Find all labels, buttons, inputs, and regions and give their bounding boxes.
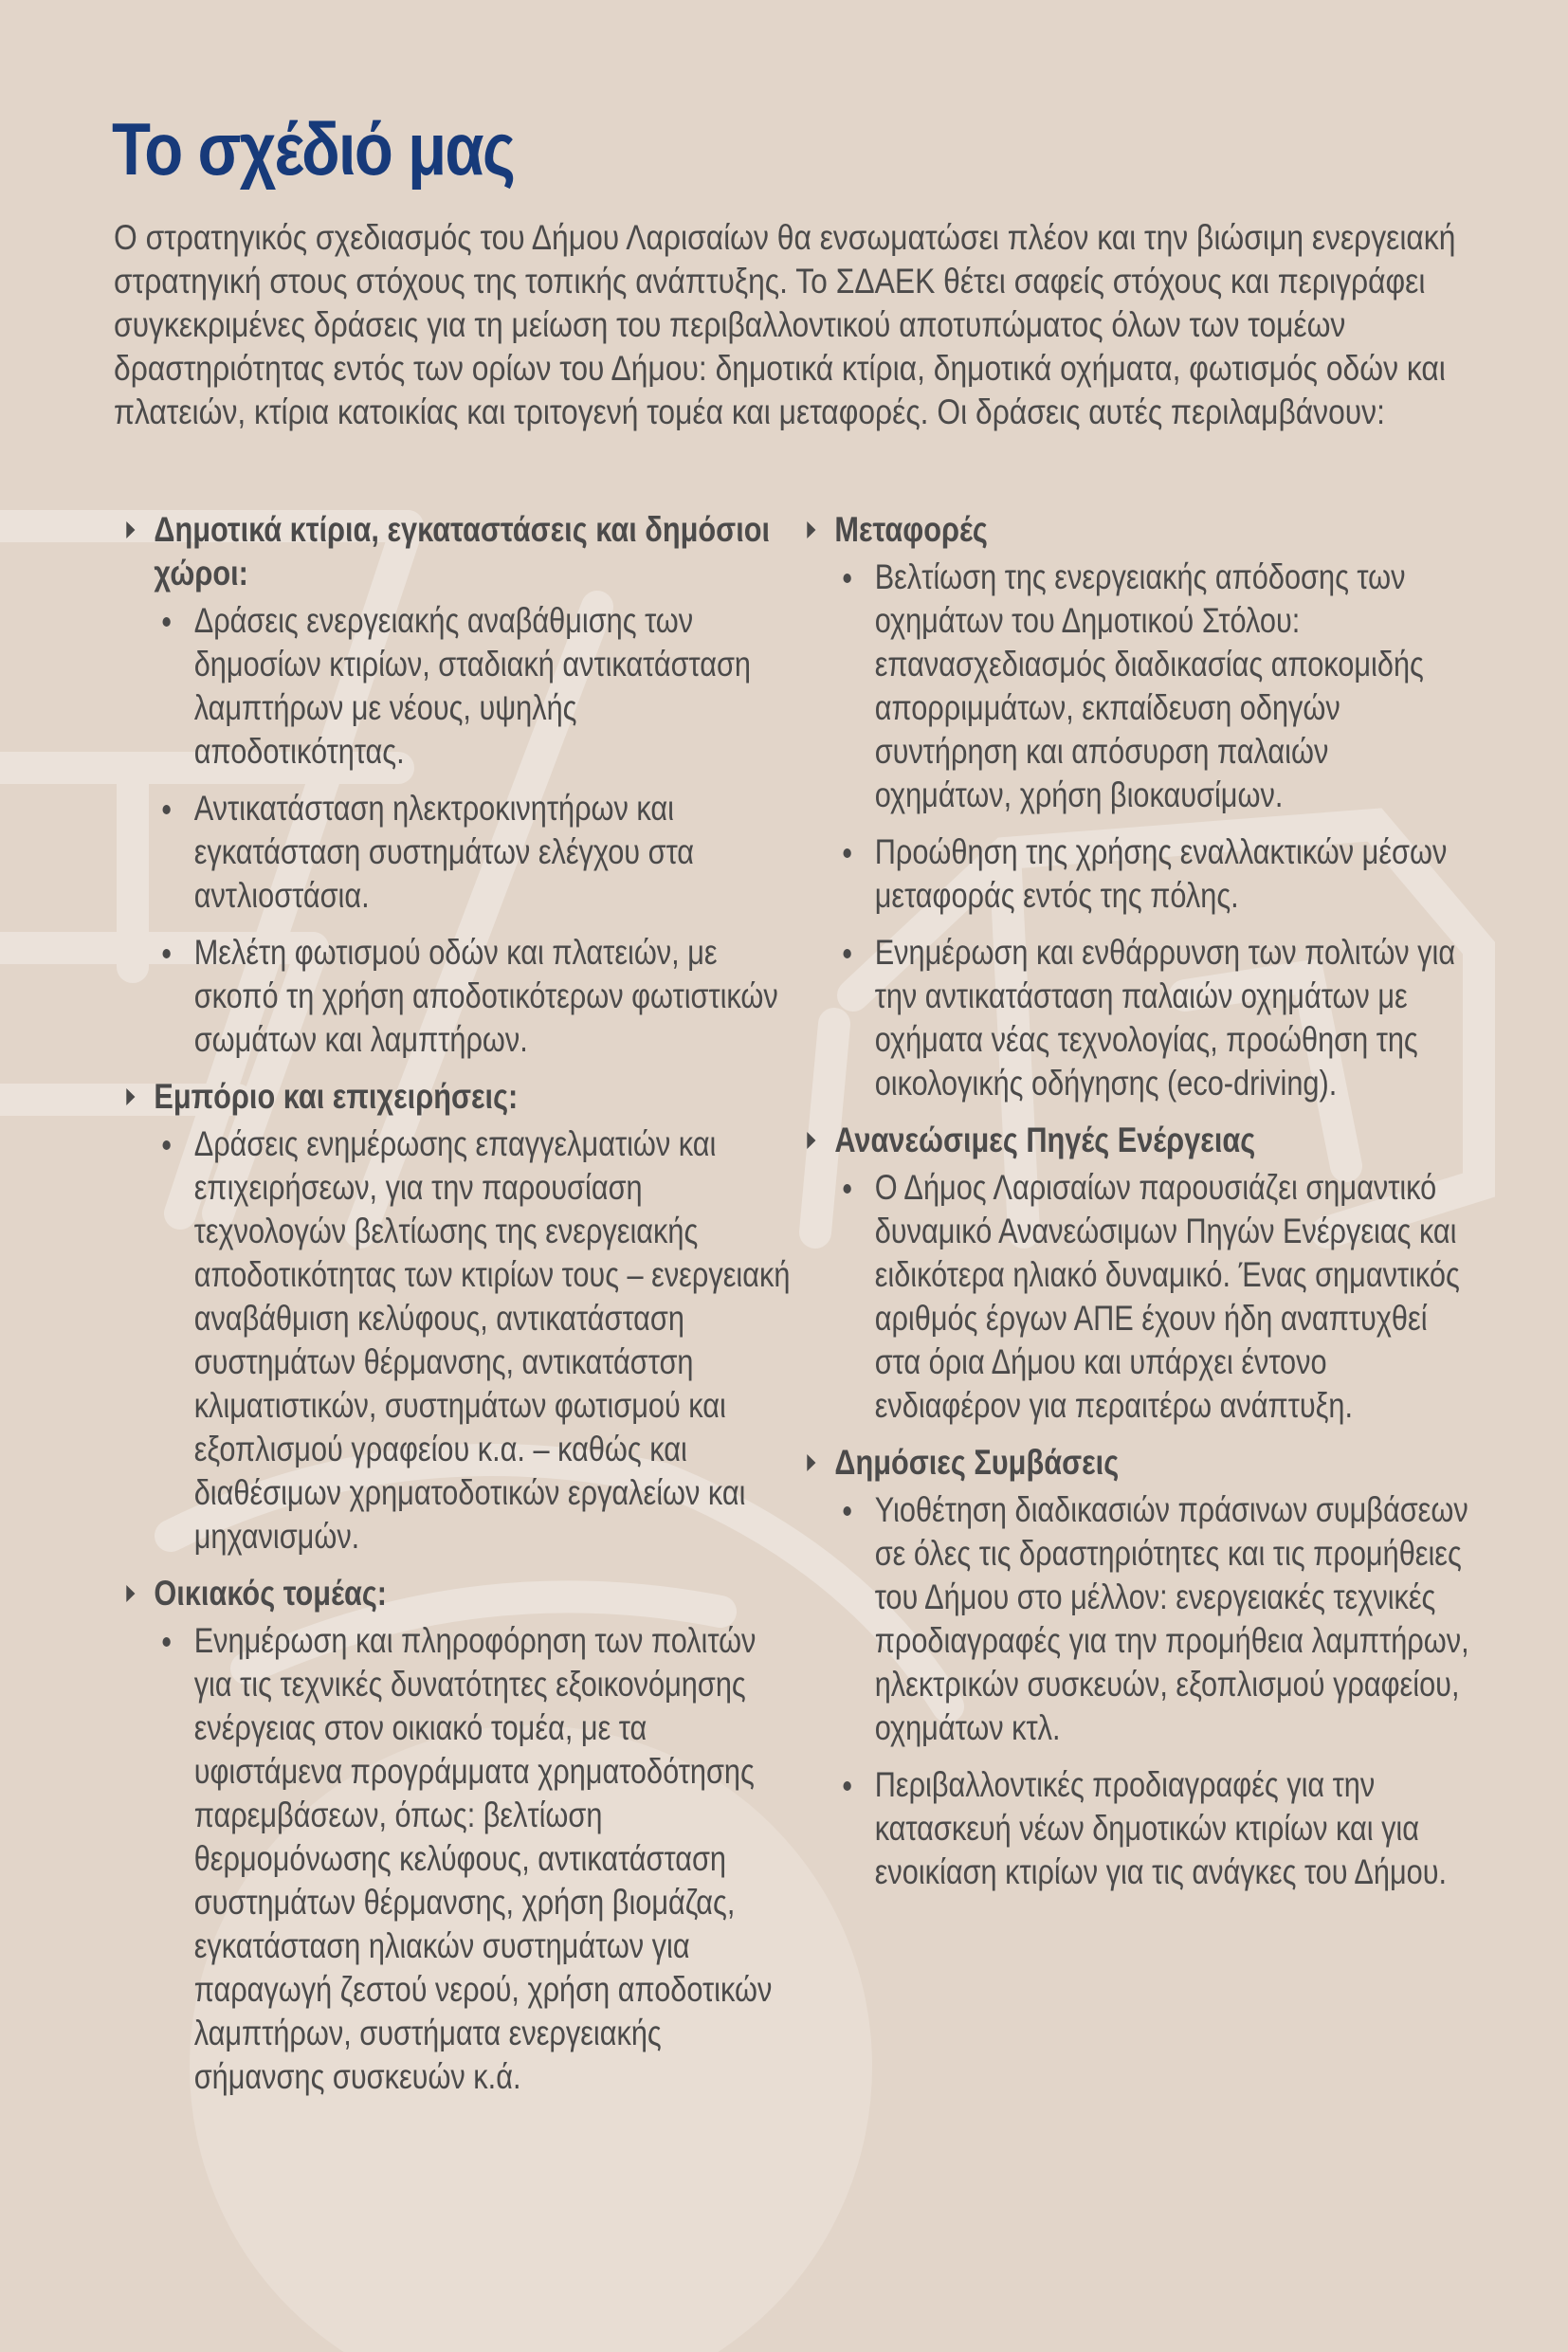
bullet-icon <box>844 1781 851 1791</box>
list-item-text: Αντικατάσταση ηλεκτροκινητήρων και εγκατάσταση συστημάτων ελέγχου στα αντλιοστάσια. <box>193 789 695 915</box>
bullet-icon <box>163 1140 171 1150</box>
section-heading-text: Μεταφορές <box>834 510 988 549</box>
list-item <box>835 1166 1472 1428</box>
section-residential <box>123 1572 793 2099</box>
triangle-right-icon <box>126 1088 135 1105</box>
section-heading-text: Ανανεώσιμες Πηγές Ενέργειας <box>834 1121 1256 1159</box>
section-heading <box>123 508 793 595</box>
bullet-list <box>804 1166 1473 1428</box>
left-column <box>123 508 793 2112</box>
list-item <box>835 556 1472 817</box>
list-item <box>835 1763 1472 1894</box>
bullet-list <box>123 1619 793 2099</box>
bullet-icon <box>844 1184 851 1194</box>
list-item <box>835 830 1472 918</box>
bullet-icon <box>163 949 171 958</box>
list-item <box>835 931 1472 1105</box>
bullet-list <box>804 1488 1473 1894</box>
section-heading-text: Δημόσιες Συμβάσεις <box>834 1443 1120 1482</box>
list-item-text: Προώθηση της χρήσης εναλλακτικών μέσων μεταφοράς εντός της πόλης. <box>874 832 1448 915</box>
section-heading <box>804 1441 1473 1485</box>
bullet-icon <box>163 617 171 627</box>
section-municipal-buildings <box>123 508 793 1062</box>
section-heading <box>123 1075 793 1119</box>
bullet-icon <box>163 1637 171 1647</box>
list-item <box>155 787 792 918</box>
list-item <box>835 1488 1472 1750</box>
triangle-right-icon <box>126 1585 135 1602</box>
list-item-text: Ο Δήμος Λαρισαίων παρουσιάζει σημαντικό δυναμικό Ανανεώσιμων Πηγών Ενέργειας και ειδικότερα ηλιακό δυναμικό. Ένας σημαντικός αριθμός έργων ΑΠΕ έχουν ήδη αναπτυχθεί στα όρια Δήμου και υπάρχει έντονο ενδιαφέρον για περαιτέρω ανάπτυξη. <box>874 1168 1460 1425</box>
list-item-text: Υιοθέτηση διαδικασιών πράσινων συμβάσεων σε όλες τις δραστηριότητες και τις προμήθειες του Δήμου στο μέλλον: ενεργειακές τεχνικές προδιαγραφές για την προμήθεια λαμπτήρων, ηλεκτρικών συσκευών, εξοπλισμού γραφείου, οχημάτων κτλ. <box>874 1490 1469 1747</box>
triangle-right-icon <box>126 521 135 538</box>
bullet-icon <box>163 805 171 814</box>
list-item-text: Βελτίωση της ενεργειακής απόδοσης των οχημάτων του Δημοτικού Στόλου: επανασχεδιασμός διαδικασίας αποκομιδής απορριμμάτων, εκπαίδευση οδηγών συντήρηση και απόσυρση παλαιών οχημάτων, χρήση βιοκαυσίμων. <box>874 557 1424 814</box>
bullet-icon <box>844 949 851 958</box>
section-commerce <box>123 1075 793 1559</box>
bullet-list <box>123 1122 793 1559</box>
page-title: Το σχέδιό μας <box>112 107 515 191</box>
section-heading-text: Εμπόριο και επιχειρήσεις: <box>154 1077 519 1116</box>
list-item-text: Περιβαλλοντικές προδιαγραφές για την κατασκευή νέων δημοτικών κτιρίων και για ενοικίαση κτιρίων για τις ανάγκες του Δήμου. <box>874 1765 1448 1891</box>
triangle-right-icon <box>807 521 815 538</box>
list-item-text: Ενημέρωση και ενθάρρυνση των πολιτών για την αντικατάσταση παλαιών οχημάτων με οχήματα νέας τεχνολογίας, προώθηση της οικολογικής οδήγησης (eco-driving). <box>874 933 1456 1103</box>
bullet-list <box>804 556 1473 1105</box>
section-heading-text: Οικιακός τομέας: <box>154 1574 388 1613</box>
section-renewables <box>804 1119 1473 1428</box>
section-heading <box>804 508 1473 552</box>
section-heading-text: Δημοτικά κτίρια, εγκαταστάσεις και δημόσιοι χώροι: <box>154 510 771 593</box>
list-item-text: Ενημέρωση και πληροφόρηση των πολιτών για τις τεχνικές δυνατότητες εξοικονόμησης ενέργειας στον οικιακό τομέα, με τα υφιστάμενα προγράμματα χρηματοδότησης παρεμβάσεων, όπως: βελτίωση θερμομόνωσης κελύφους, αντικατάσταση συστημάτων θέρμανσης, χρήση βιομάζας, εγκατάσταση ηλιακών συστημάτων για παραγωγή ζεστού νερού, χρήση αποδοτικών λαμπτήρων, συστήματα ενεργειακής σήμανσης συσκευών κ.ά. <box>193 1621 773 2096</box>
triangle-right-icon <box>807 1454 815 1471</box>
list-item <box>155 1122 792 1559</box>
bullet-icon <box>844 574 851 583</box>
bullet-icon <box>844 1506 851 1516</box>
right-column <box>804 508 1473 1907</box>
bullet-icon <box>844 848 851 858</box>
section-heading <box>804 1119 1473 1162</box>
section-transport <box>804 508 1473 1105</box>
bullet-list <box>123 599 793 1062</box>
list-item <box>155 1619 792 2099</box>
list-item-text: Δράσεις ενημέρωσης επαγγελματιών και επιχειρήσεων, για την παρουσίαση τεχνολογών βελτίωσης της ενεργειακής αποδοτικότητας των κτιρίων τους – ενεργειακή αναβάθμιση κελύφους, αντικατάσταση συστημάτων θέρμανσης, αντικατάστση κλιματιστικών, συστημάτων φωτισμού και εξοπλισμού γραφείου κ.α. – καθώς και διαθέσιμων χρηματοδοτικών εργαλείων και μηχανισμών. <box>193 1124 791 1556</box>
section-heading <box>123 1572 793 1615</box>
list-item <box>155 599 792 774</box>
list-item-text: Μελέτη φωτισμού οδών και πλατειών, με σκοπό τη χρήση αποδοτικότερων φωτιστικών σωμάτων και λαμπτήρων. <box>193 933 778 1059</box>
section-public-procurement <box>804 1441 1473 1894</box>
triangle-right-icon <box>807 1132 815 1149</box>
list-item <box>155 931 792 1062</box>
list-item-text: Δράσεις ενεργειακής αναβάθμισης των δημοσίων κτιρίων, σταδιακή αντικατάσταση λαμπτήρων με νέους, υψηλής αποδοτικότητας. <box>193 601 752 771</box>
intro-paragraph: Ο στρατηγικός σχεδιασμός του Δήμου Λαρισαίων θα ενσωματώσει πλέον και την βιώσιμη ενεργειακή στρατηγική στους στόχους της τοπικής ανάπτυξης. Το ΣΔΑΕΚ θέτει σαφείς στόχους και περιγράφει συγκεκριμένες δράσεις για τη μείωση του περιβαλλοντικού αποτυπώματος όλων των τομέων δραστηριότητας εντός των ορίων του Δήμου: δημοτικά κτίρια, δημοτικά οχήματα, φωτισμός οδών και πλατειών, κτίρια κατοικίας και τριτογενή τομέα και μεταφορές. Οι δράσεις αυτές περιλαμβάνουν: <box>114 218 1456 431</box>
